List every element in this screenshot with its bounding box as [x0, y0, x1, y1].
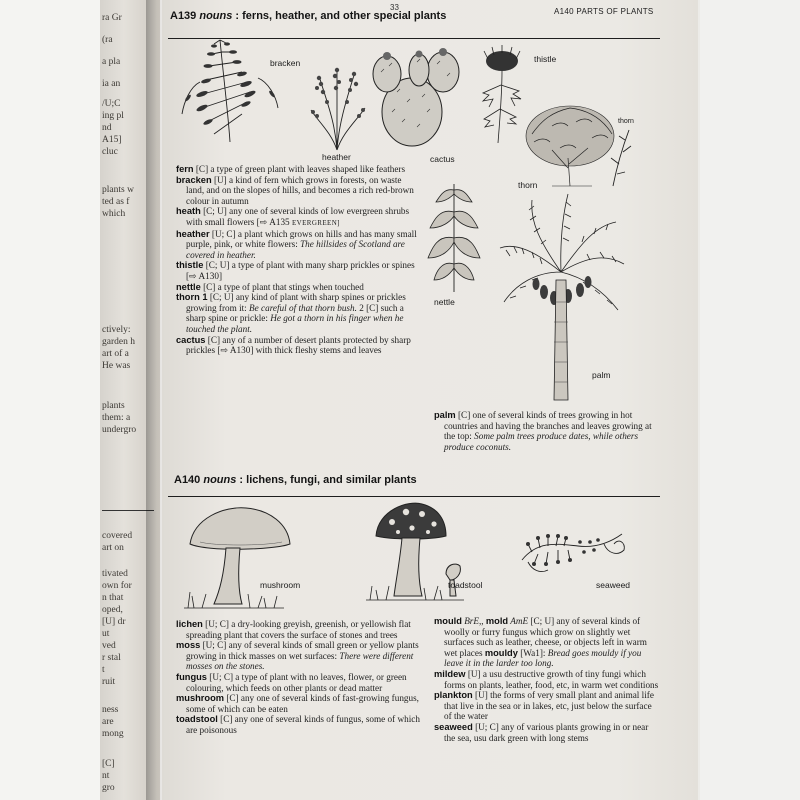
facing-fragment: tivated	[102, 569, 128, 579]
background-left	[0, 0, 100, 800]
example: There were different mosses on the stones.	[186, 650, 414, 672]
toadstool-illustration	[366, 500, 466, 606]
facing-fragment: r stal	[102, 653, 121, 663]
facing-fragment: ruit	[102, 677, 116, 687]
entry-lichen	[176, 619, 422, 640]
facing-fragment: [U] dr	[102, 617, 126, 627]
entry-mould: mould BrE,, mold AmE [C; U] any of several kinds of woolly or furry fungus which grow on slightly wet surfaces such as leather, cheese, or objects left in warm wet places mouldy [Wa1]: Bread goes mouldy if you leave it in the larder too long.	[434, 616, 647, 669]
definition: [U] a kind of fern which grows in forests, on waste land, and on the slopes of hills, and becomes a rich red-brown colour in autumn	[186, 174, 414, 206]
example: Some palm trees produce dates, while others produce coconuts.	[444, 431, 639, 452]
derived-word: mouldy	[484, 647, 518, 658]
facing-fragment: nd	[102, 123, 112, 133]
entry-heather	[176, 229, 418, 261]
example: Bread goes mouldy if you leave it in the larder too long.	[444, 647, 642, 669]
headword: heath	[176, 206, 201, 217]
section-rule	[168, 496, 660, 497]
entry-thistle	[176, 260, 418, 281]
section-code: A139	[170, 10, 197, 22]
definition: [U] a usu destructive growth of tiny fungi which forms on plants, leather, food, etc, in warm wet conditions	[444, 668, 659, 690]
label-heather: heather	[322, 152, 351, 162]
entry-nettle	[176, 282, 418, 293]
definition: [U; C] a dry-looking greyish, greenish, or yellowish flat spreading plant that covers the surface of stones and trees	[186, 619, 411, 640]
facing-fragment: cluc	[102, 147, 118, 157]
headword: bracken	[176, 174, 212, 185]
background-right	[700, 0, 800, 800]
headword: thistle	[176, 260, 204, 271]
label-thorn-inset: thorn	[618, 118, 634, 125]
definition: [C] a type of green plant with leaves shaped like feathers	[195, 164, 406, 174]
headword: cactus	[176, 334, 206, 345]
facing-fragment: ctively:	[102, 325, 131, 335]
running-header: A140 PARTS OF PLANTS	[554, 7, 654, 16]
definition: [C] a type of plant that stings when touched	[203, 281, 364, 292]
facing-fragment: ness	[102, 705, 119, 715]
facing-fragment: plants w	[102, 185, 134, 195]
headword: moss	[176, 640, 201, 651]
facing-fragment: which	[102, 209, 126, 219]
headword: mildew	[434, 668, 466, 679]
definition: [U; C] a plant which grows on hills and has many small purple, pink, or white flowers:	[186, 228, 417, 250]
headword: toadstool	[176, 714, 218, 725]
entries-a140-right	[434, 616, 660, 743]
facing-fragment: mong	[102, 729, 124, 739]
headword: fern	[176, 164, 194, 174]
region-label: BrE,	[461, 616, 482, 626]
definition: [C] any of a number of desert plants protected by sharp prickles [⇨ A130] with thick fleshy stems and leaves	[186, 334, 411, 356]
label-seaweed: seaweed	[596, 580, 631, 590]
facing-fragment: ved	[102, 641, 116, 651]
definition: [U] the forms of very small plant and animal life that live in the sea or in lakes, etc, just below the surface of the water	[444, 690, 654, 722]
entry-seaweed	[434, 722, 660, 743]
entry-mushroom	[176, 693, 422, 714]
definition: [C; U] any kind of plant with sharp spines or prickles growing from it:	[186, 292, 406, 313]
label-nettle: nettle	[434, 297, 455, 307]
entries-a140-left	[176, 619, 422, 736]
definition: [C] one of several kinds of trees growing in hot countries and having the branches and leaves growing at the top:	[444, 410, 652, 442]
example: He got a thorn in his finger when he touched the plant.	[186, 313, 404, 334]
label-cactus: cactus	[430, 154, 455, 164]
label-bracken: bracken	[270, 58, 301, 68]
label-thistle: thistle	[534, 54, 557, 64]
headword: nettle	[176, 281, 201, 292]
headword: seaweed	[434, 721, 473, 732]
facing-fragment: garden h	[102, 337, 135, 347]
headword: heather	[176, 228, 210, 239]
page-number: 33	[390, 3, 399, 12]
entry-palm	[434, 410, 660, 452]
entries-a139-left	[176, 164, 418, 356]
facing-fragment: [C]	[102, 759, 115, 769]
headword: plankton	[434, 690, 473, 701]
definition: [C] any one of several kinds of fast-growing fungus, some of which can be eaten	[186, 693, 419, 714]
derived-tag: [Wa1]:	[517, 647, 546, 658]
facing-fragment: A15]	[102, 135, 122, 145]
mushroom-illustration	[184, 504, 294, 612]
dictionary-page	[162, 0, 698, 800]
label-thorn: thorn	[518, 180, 538, 190]
section-heading-a140	[174, 474, 417, 486]
sense-2: 2 [C] such a sharp spine or prickle:	[186, 302, 404, 324]
headword: palm	[434, 410, 456, 420]
definition: [U; C] any of various plants growing in or near the sea, usu dark green with long stems	[444, 721, 649, 743]
entry-mildew	[434, 669, 660, 690]
facing-fragment: art on	[102, 543, 124, 553]
facing-fragment: undergro	[102, 425, 137, 435]
definition: [C; U] any one of several kinds of low evergreen shrubs with small flowers [⇨ A135	[186, 206, 410, 227]
facing-fragment: He was	[102, 361, 131, 371]
section-title: : lichens, fungi, and similar plants	[239, 474, 417, 486]
section-pos: nouns	[203, 474, 237, 486]
headword: fungus	[176, 671, 207, 682]
headword-variant: mold	[485, 616, 509, 626]
facing-fragment: ted as f	[102, 197, 130, 207]
label-toadstool: toadstool	[448, 580, 483, 590]
entry-toadstool	[176, 714, 422, 735]
facing-fragment: a pla	[102, 57, 121, 67]
facing-fragment: gro	[102, 783, 115, 793]
label-palm: palm	[592, 370, 611, 380]
entries-a139-right	[434, 410, 660, 452]
entry-thorn	[176, 292, 418, 334]
facing-fragment: covered	[102, 531, 133, 541]
entry-cactus	[176, 335, 418, 356]
facing-fragment: (ra	[102, 35, 113, 45]
facing-fragment: /U;C	[102, 99, 121, 109]
facing-fragment: t	[102, 665, 105, 675]
headword: mushroom	[176, 693, 225, 704]
entry-fern	[176, 164, 418, 175]
example: The hillsides of Scotland are covered in heather.	[186, 239, 405, 260]
headword: lichen	[176, 619, 203, 629]
facing-fragment: own for	[102, 581, 132, 591]
definition: [C; U] a type of plant with many sharp prickles or spines [⇨ A130]	[186, 260, 415, 281]
entry-moss	[176, 640, 422, 672]
facing-fragment: are	[102, 717, 114, 727]
facing-fragment: ut	[102, 629, 110, 639]
facing-fragment: art of a	[102, 349, 129, 359]
facing-fragment: oped,	[102, 605, 123, 615]
seaweed-illustration	[518, 520, 630, 582]
nettle-illustration	[424, 180, 484, 295]
definition: [U; C] a type of plant with no leaves, flower, or green colouring, which feeds on other plants or dead matter	[186, 671, 407, 693]
entry-plankton	[434, 690, 660, 722]
headword: thorn 1	[176, 292, 208, 303]
cactus-illustration	[367, 42, 477, 152]
cross-reference: EVERGREEN]	[291, 218, 340, 227]
entry-bracken	[176, 175, 418, 207]
region-label: AmE	[508, 616, 529, 626]
facing-fragment: plants	[102, 401, 125, 411]
entry-heath	[176, 206, 418, 228]
entry-fungus	[176, 672, 422, 693]
facing-fragment: ra Gr	[102, 13, 122, 23]
definition: [C] any one of several kinds of fungus, some of which are poisonous	[186, 714, 420, 735]
bracken-illustration	[180, 32, 280, 144]
section-title: : ferns, heather, and other special plants	[235, 10, 447, 22]
section-pos: nouns	[199, 10, 233, 22]
definition: [C; U] any of several kinds of woolly or furry fungus which grow on slightly wet surfaces such as leather, cheese, or objects left in warm wet places	[444, 616, 647, 658]
example: Be careful of that thorn bush.	[249, 302, 357, 313]
facing-fragment: nt	[102, 771, 110, 781]
label-mushroom: mushroom	[260, 580, 301, 590]
headword: mould	[434, 616, 462, 626]
facing-fragment: ing pl	[102, 111, 124, 121]
definition: [U; C] any of several kinds of small green or yellow plants growing in thick masses on wet surfaces:	[186, 640, 419, 661]
heather-illustration	[307, 62, 369, 152]
section-heading-a139	[170, 10, 446, 22]
section-code: A140	[174, 474, 201, 486]
facing-fragment: n that	[102, 593, 124, 603]
facing-fragment: them: a	[102, 413, 131, 423]
thorn-inset-illustration	[605, 126, 635, 188]
facing-fragment: ia an	[102, 79, 121, 89]
